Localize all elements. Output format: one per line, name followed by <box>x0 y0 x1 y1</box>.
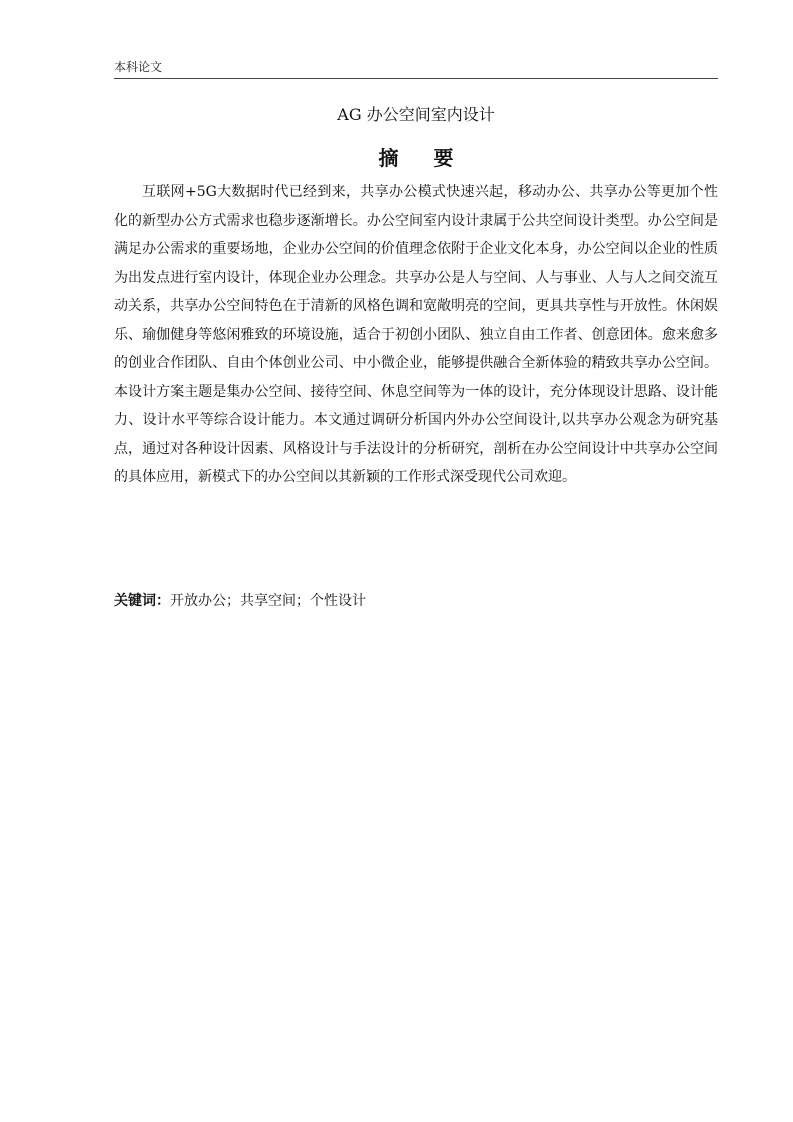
abstract-heading: 摘 要 <box>378 146 468 170</box>
keywords-line <box>114 589 718 613</box>
header-divider <box>114 78 718 79</box>
thesis-title: AG 办公空间室内设计 <box>337 105 495 124</box>
abstract-body: 互联网+5G大数据时代已经到来，共享办公模式快速兴起，移动办公、共享办公等更加个性化的新型办公方式需求也稳步逐渐增长。办公空间室内设计隶属于公共空间设计类型。办公空间是满足办公需求的重要场地，企业办公空间的价值理念依附于企业文化本身，办公空间以企业的性质为出发点进行室内设计，体现企业办公理念。共享办公是人与空间、人与事业、人与人之间交流互动关系，共享办公空间特色在于清新的风格色调和宽敞明亮的空间，更具共享性与开放性。休闲娱乐、瑜伽健身等悠闲雅致的环境设施，适合于初创小团队、独立自由工作者、创意团体。愈来愈多的创业合作团队、自由个体创业公司、中小微企业，能够提供融合全新体验的精致共享办公空间。本设计方案主题是集办公空间、接待空间、休息空间等为一体的设计，充分体现设计思路、设计能力、设计水平等综合设计能力。本文通过调研分析国内外办公空间设计,以共享办公观念为研究基点，通过对各种设计因素、风格设计与手法设计的分析研究，剖析在办公空间设计中共享办公空间的具体应用，新模式下的办公空间以其新颖的工作形式深受现代公司欢迎。 <box>114 184 718 485</box>
keywords-label: 关键词： <box>114 593 170 609</box>
keywords-value: 开放办公；共享空间；个性设计 <box>170 593 366 609</box>
running-header: 本科论文 <box>114 60 163 74</box>
